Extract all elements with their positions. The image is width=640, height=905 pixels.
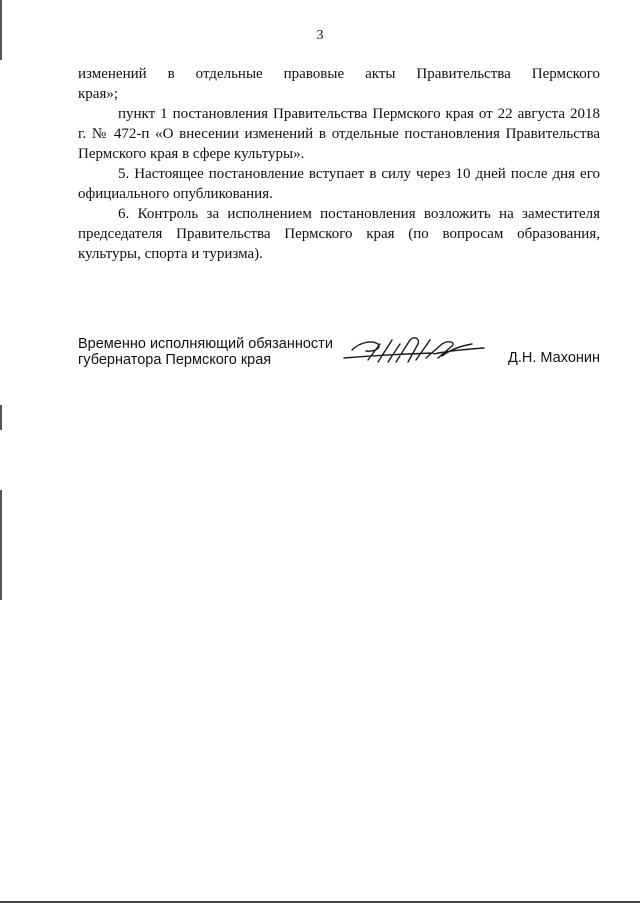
handwritten-signature-image	[338, 332, 488, 366]
document-body	[78, 64, 600, 264]
signatory-name: Д.Н. Махонин	[508, 350, 600, 366]
paragraph-rest: края»;	[78, 86, 119, 102]
signatory-title-line: губернатора Пермского края	[78, 352, 272, 368]
signatory-title	[78, 336, 333, 368]
paragraph-item: пункт 1 постановления Правительства Пермского края от 22 августа 2018 г. № 472-п «О внесении изменений в отдельные постановления Правительства Пермского края в сфере культуры».	[78, 106, 600, 162]
signature-block	[78, 336, 600, 380]
paragraph-item-6: 6. Контроль за исполнением постановления возложить на заместителя председателя Правительства Пермского края (по вопросам образования, культуры, спорта и туризма).	[78, 206, 600, 262]
signatory-title-line: Временно исполняющий обязанности	[78, 336, 333, 352]
page-number: 3	[316, 28, 324, 43]
scan-edge-mark	[0, 405, 2, 430]
paragraph-item-5: 5. Настоящее постановление вступает в силу через 10 дней после дня его официального опубликования.	[78, 166, 600, 202]
scan-edge-mark	[0, 490, 2, 600]
scan-bottom-edge	[0, 901, 640, 903]
paragraph-continuation	[78, 64, 600, 104]
paragraph-first-line: изменений в отдельные правовые акты Правительства Пермского	[78, 66, 600, 82]
